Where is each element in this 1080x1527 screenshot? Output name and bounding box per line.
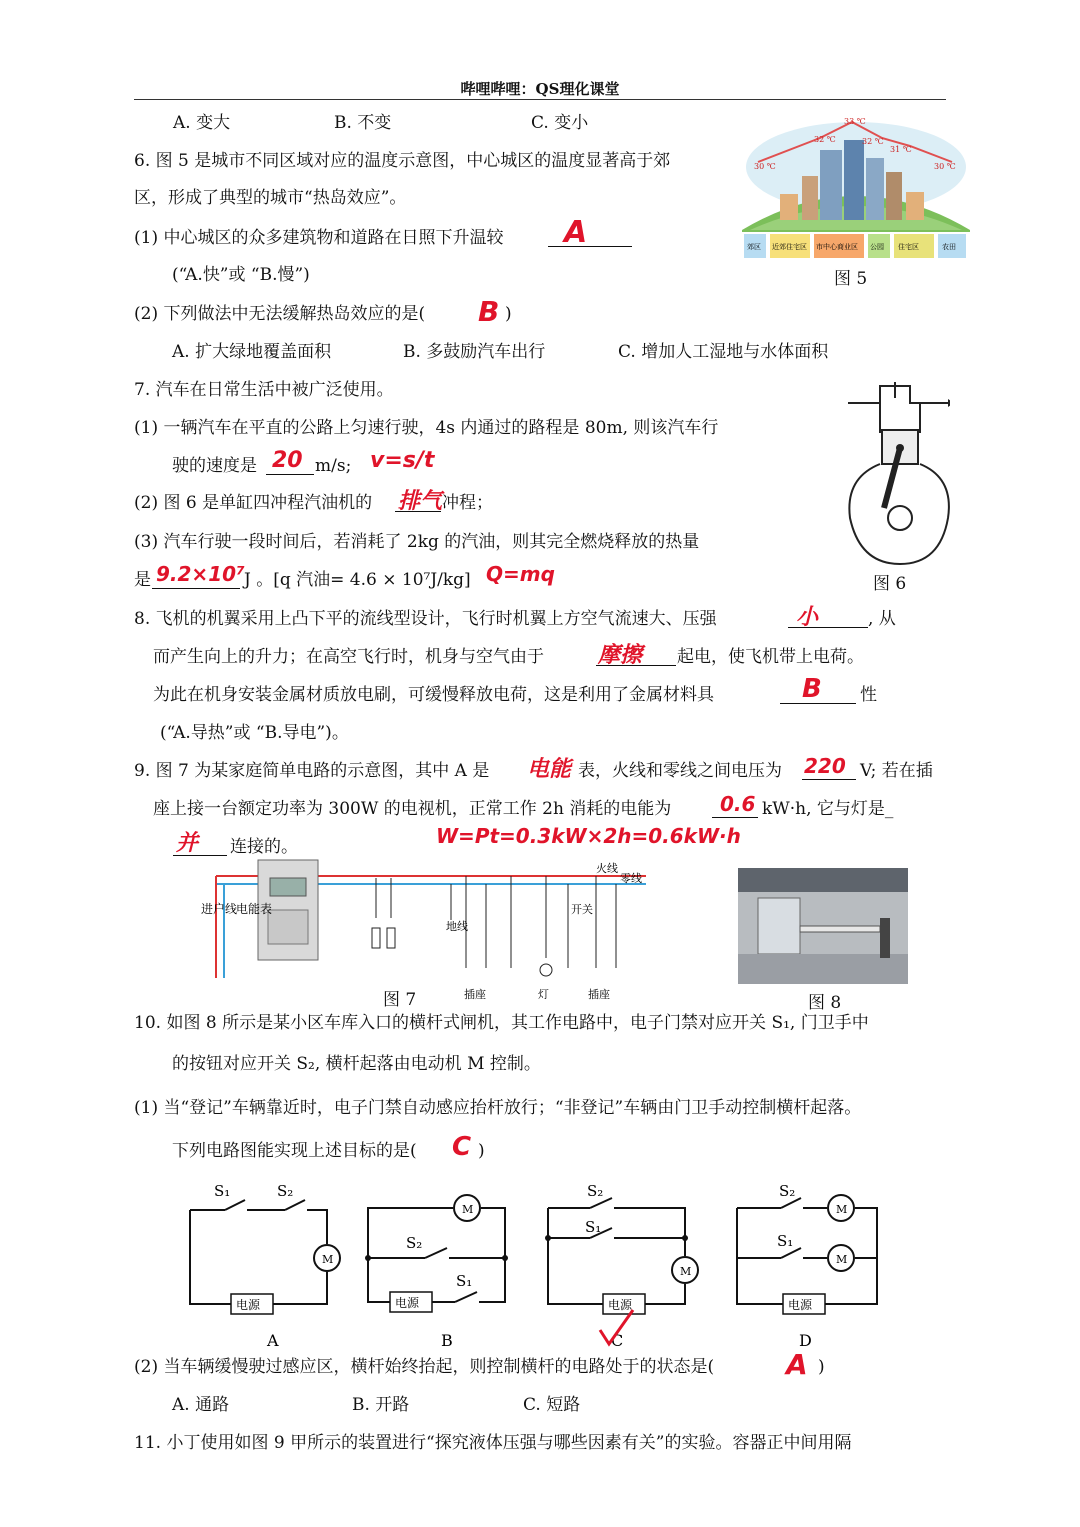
zone-label: 近郊住宅区 xyxy=(772,243,807,251)
switch-s1 xyxy=(225,1200,245,1210)
q10-option-a: A. 通路 xyxy=(172,1395,230,1415)
q7-1-unit: m/s; xyxy=(315,456,352,476)
option-label-a: A xyxy=(267,1331,279,1350)
fuse xyxy=(387,928,395,948)
figure-6-caption: 图 6 xyxy=(873,574,907,594)
answer-q9-d: 并 xyxy=(176,831,199,856)
figure-5-heat-island xyxy=(740,112,972,262)
label-s1: S₁ xyxy=(214,1182,231,1200)
answer-q8-b: 摩擦 xyxy=(598,643,643,668)
zone-label: 住宅区 xyxy=(898,243,919,251)
figure-6-engine xyxy=(840,378,950,568)
q8-hint: (“A.导热”或 “B.导电”)。 xyxy=(160,723,349,743)
q8-line3-end: 性 xyxy=(860,685,877,705)
answer-q10-1: C xyxy=(452,1132,472,1162)
q10-1-question: 下列电路图能实现上述目标的是( xyxy=(172,1141,417,1161)
answer-q7-2: 排气 xyxy=(398,489,443,514)
label-socket-1: 插座 xyxy=(464,988,486,1001)
q9-stem-mid: 表，火线和零线之间电压为 xyxy=(578,761,782,781)
q5-option-a: A. 变大 xyxy=(173,113,231,133)
label-switch: 开关 xyxy=(571,903,593,916)
page-header: 哔哩哔哩：QS理化课堂 xyxy=(460,80,620,98)
label-meter: 电能表 xyxy=(236,902,273,916)
label-power: 电源 xyxy=(788,1298,813,1312)
answer-q8-a: 小 xyxy=(796,605,819,630)
note-q7-1: v=s/t xyxy=(370,448,435,473)
q6-stem-cont: 区，形成了典型的城市“热岛效应”。 xyxy=(134,188,407,208)
q9-blank-b xyxy=(802,779,856,780)
label-s2: S₂ xyxy=(779,1182,796,1200)
label-motor: M xyxy=(462,1203,474,1216)
ground xyxy=(738,954,908,984)
q7-1-text-cont: 驶的速度是 xyxy=(172,456,257,476)
label-socket-2: 插座 xyxy=(588,988,610,1001)
figure-7-circuit xyxy=(196,858,656,1008)
q6-2-text: (2) 下列做法中无法缓解热岛效应的是( xyxy=(134,304,426,324)
temp-label: 30 ℃ xyxy=(754,162,776,171)
zone-label: 市中心商业区 xyxy=(816,243,858,251)
circuit-a xyxy=(190,1182,340,1350)
q6-option-c: C. 增加人工湿地与水体面积 xyxy=(618,342,829,362)
q7-1-blank xyxy=(266,474,314,475)
label-motor: M xyxy=(680,1265,692,1278)
q10-2-text: (2) 当车辆缓慢驶过感应区，横杆始终抬起，则控制横杆的电路处于的状态是( xyxy=(134,1357,715,1377)
temp-label: 33 ℃ xyxy=(844,117,866,126)
q6-1-hint: (“A.快”或 “B.慢”) xyxy=(172,265,310,285)
label-neutral: 零线 xyxy=(620,872,642,885)
label-s1: S₁ xyxy=(777,1232,794,1250)
city-building xyxy=(802,176,818,220)
q10-option-b: B. 开路 xyxy=(352,1395,410,1415)
answer-q7-3: 9.2×10⁷ xyxy=(156,562,245,586)
garage-ceiling xyxy=(738,868,908,892)
switch-s2 xyxy=(425,1248,447,1258)
temp-label: 31 ℃ xyxy=(890,145,912,154)
q10-2-paren: ) xyxy=(818,1357,825,1377)
zone-label: 农田 xyxy=(942,243,956,251)
q6-stem: 6. 图 5 是城市不同区域对应的温度示意图，中心城区的温度显著高于郊 xyxy=(134,151,671,171)
answer-q10-2: A xyxy=(786,1348,808,1381)
figure-5-caption: 图 5 xyxy=(834,269,868,289)
answer-q6-2: B xyxy=(478,295,500,328)
label-motor: M xyxy=(322,1253,334,1266)
barrier-post xyxy=(880,918,890,958)
figure-8-caption: 图 8 xyxy=(808,993,842,1013)
q6-option-a: A. 扩大绿地覆盖面积 xyxy=(172,342,332,362)
q7-3-text: (3) 汽车行驶一段时间后，若消耗了 2kg 的汽油，则其完全燃烧释放的热量 xyxy=(134,532,700,552)
figure-7-caption: 图 7 xyxy=(383,990,417,1010)
q10-circuit-options xyxy=(185,1180,965,1352)
label-s2: S₂ xyxy=(277,1182,294,1200)
answer-q9-a: 电能 xyxy=(527,757,572,782)
city-building xyxy=(886,172,902,220)
switch-s1 xyxy=(455,1292,477,1302)
q9-line3: 连接的。 xyxy=(230,837,298,857)
city-building xyxy=(844,140,864,220)
label-motor: M xyxy=(836,1253,848,1266)
option-label-d: D xyxy=(799,1331,812,1350)
note-q7-3: Q=mq xyxy=(486,562,555,586)
q9-line2-end: kW·h, 它与灯是_ xyxy=(762,799,894,819)
label-s2: S₂ xyxy=(406,1234,423,1252)
answer-q9-c: 0.6 xyxy=(720,792,756,816)
option-label-b: B xyxy=(441,1331,453,1350)
meter-panel xyxy=(268,910,308,944)
note-q9: W=Pt=0.3kW×2h=0.6kW·h xyxy=(436,824,741,848)
q10-1-text: (1) 当“登记”车辆靠近时，电子门禁自动感应抬杆放行；“非登记”车辆由门卫手动控制横杆起落。 xyxy=(134,1098,862,1118)
q10-option-c: C. 短路 xyxy=(523,1395,581,1415)
temp-label: 32 ℃ xyxy=(862,137,884,146)
meter-display xyxy=(270,878,306,896)
header-rule xyxy=(134,99,946,100)
q5-option-b: B. 不变 xyxy=(334,113,392,133)
figure-8-gate-photo xyxy=(738,868,908,984)
label-power: 电源 xyxy=(608,1298,633,1312)
guard-booth xyxy=(758,898,800,954)
q9-stem: 9. 图 7 为某家庭简单电路的示意图，其中 A 是 xyxy=(134,761,490,781)
label-s1: S₁ xyxy=(456,1272,473,1290)
q9-blank-c xyxy=(712,817,758,818)
q7-2-end: 冲程； xyxy=(442,493,493,513)
label-live: 火线 xyxy=(596,862,618,875)
q8-end: , 从 xyxy=(868,609,896,629)
q6-2-paren: ) xyxy=(505,304,512,324)
q11-stem: 11. 小丁使用如图 9 甲所示的装置进行“探究液体压强与哪些因素有关”的实验。容器正中间用隔 xyxy=(134,1433,852,1453)
answer-q9-b: 220 xyxy=(804,754,846,778)
junction xyxy=(682,1235,688,1241)
circuit-b xyxy=(365,1195,508,1350)
crankshaft xyxy=(888,506,912,530)
label-s2: S₂ xyxy=(587,1182,604,1200)
lamp-icon xyxy=(540,964,552,976)
q8-line2: 而产生向上的升力；在高空飞行时，机身与空气由于 xyxy=(153,647,544,667)
q8-stem: 8. 飞机的机翼采用上凸下平的流线型设计，飞行时机翼上方空气流速大、压强 xyxy=(134,609,717,629)
exhaust-arrow xyxy=(948,399,950,407)
barrier-arm xyxy=(800,926,880,932)
q10-1-paren: ) xyxy=(478,1141,485,1161)
city-building xyxy=(866,158,884,220)
house xyxy=(780,194,798,220)
q7-3-blank xyxy=(152,588,240,589)
q6-1-blank xyxy=(548,246,632,247)
q9-stem-end: V; 若在插 xyxy=(860,761,933,781)
zone-label: 郊区 xyxy=(747,243,761,251)
q10-stem: 10. 如图 8 所示是某小区车库入口的横杆式闸机，其工作电路中，电子门禁对应开关 S₁, 门卫手中 xyxy=(134,1013,869,1033)
q7-3-text-cont: 是 xyxy=(134,570,151,590)
q7-2-text: (2) 图 6 是单缸四冲程汽油机的 xyxy=(134,493,373,513)
q9-line2: 座上接一台额定功率为 300W 的电视机，正常工作 2h 消耗的电能为 xyxy=(153,799,672,819)
switch-s2 xyxy=(285,1200,305,1210)
q7-3-unit: J 。[q 汽油= 4.6 × 10⁷J/kg] xyxy=(244,570,471,590)
q6-1-text: (1) 中心城区的众多建筑物和道路在日照下升温较 xyxy=(134,228,504,248)
label-ground: 地线 xyxy=(446,920,468,933)
crankcase xyxy=(849,464,949,564)
fuse xyxy=(372,928,380,948)
temp-label: 32 ℃ xyxy=(814,135,836,144)
label-s1: S₁ xyxy=(585,1218,602,1236)
label-motor: M xyxy=(836,1203,848,1216)
option-label-c: C xyxy=(611,1331,624,1350)
answer-q6-1: A xyxy=(564,215,588,250)
q5-option-c: C. 变小 xyxy=(531,113,589,133)
q6-option-b: B. 多鼓励汽车出行 xyxy=(403,342,546,362)
zone-label: 公园 xyxy=(870,243,884,251)
answer-q8-c: B xyxy=(802,674,822,704)
answer-q7-1: 20 xyxy=(272,448,303,473)
q8-line3: 为此在机身安装金属材质放电刷，可缓慢释放电荷，这是利用了金属材料具 xyxy=(153,685,714,705)
label-power: 电源 xyxy=(236,1298,261,1312)
label-lamp: 灯 xyxy=(538,988,549,1001)
q10-stem-cont: 的按钮对应开关 S₂, 横杆起落由电动机 M 控制。 xyxy=(172,1054,541,1074)
house xyxy=(906,192,924,220)
temp-label: 30 ℃ xyxy=(934,162,956,171)
q8-line2-end: 起电，使飞机带上电荷。 xyxy=(677,647,864,667)
label-inlet: 进户线 xyxy=(201,902,238,916)
q7-stem: 7. 汽车在日常生活中被广泛使用。 xyxy=(134,380,394,400)
circuit-d xyxy=(737,1182,877,1350)
label-power: 电源 xyxy=(395,1296,420,1310)
q7-1-text: (1) 一辆汽车在平直的公路上匀速行驶，4s 内通过的路程是 80m, 则该汽车行 xyxy=(134,418,719,438)
city-building xyxy=(820,150,842,220)
